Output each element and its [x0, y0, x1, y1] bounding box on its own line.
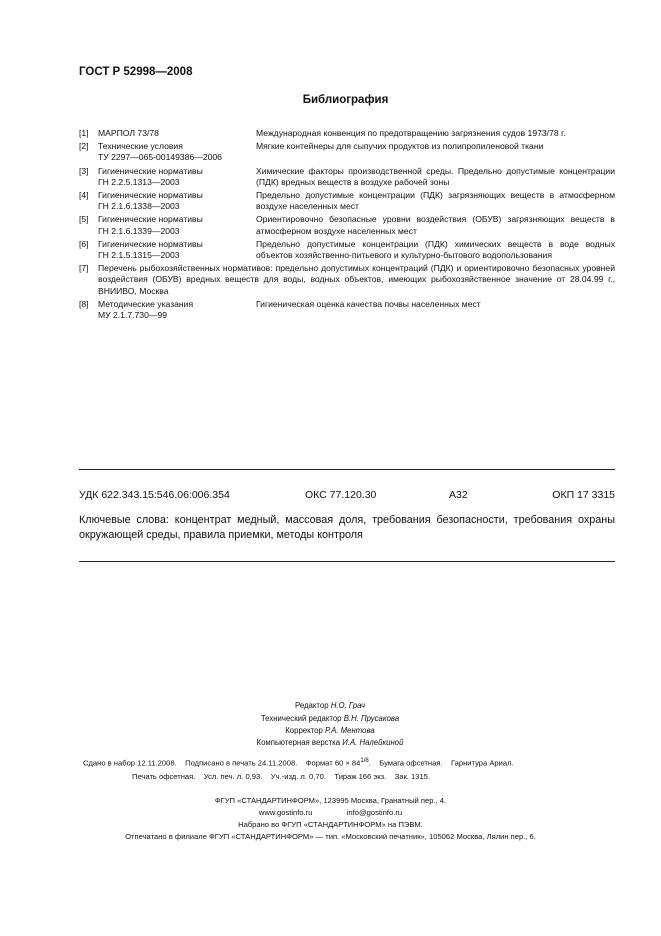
bibliography-item [79, 214, 615, 236]
credit-person: Н.О. Грач [330, 701, 366, 710]
imprint-dates: Сдано в набор 12.11.2008. Подписано в печать 24.11.2008. Формат 60 × 84 [83, 758, 361, 768]
item-title: Химические факторы производственной среды. Предельно допустимые концентрации (ПДК) вредных веществ в воздухе рабочей зоны [256, 165, 615, 187]
item-document: Технические условия ТУ 2297—065-00149386—2006 [98, 141, 222, 163]
publisher-address: ФГУП «СТАНДАРТИНФОРМ», 123995 Москва, Гранатный пер., 4. [214, 796, 447, 805]
divider-top [79, 469, 615, 470]
bibliography-list [79, 128, 615, 323]
credit-person: Р.А. Ментова [324, 726, 375, 735]
group-code: А32 [449, 489, 468, 501]
credit-person: В.Н. Прусакова [343, 714, 400, 723]
item-title: Предельно допустимые концентрации (ПДК) химических веществ в воде водных объектов хозяйственно-питьевого и культурно-бытового водопользования [256, 238, 615, 261]
item-title: Предельно допустимые концентрации (ПДК) загрязняющих веществ в атмосферном воздухе населенных мест [256, 190, 615, 212]
item-title: Ориентировочно безопасные уровни воздействия (ОБУВ) загрязняющих веществ в атмосферном воздухе населенных мест [256, 214, 615, 236]
bibliography-item [79, 128, 615, 139]
credit-role: Корректор [285, 726, 323, 735]
item-number: [8] [79, 298, 89, 309]
credit-person: И.А. Налейкиной [342, 738, 404, 747]
imprint-paper: . Бумага офсетная. Гарнитура Ариал. [368, 758, 514, 768]
publisher-website[interactable]: www.gostinfo.ru [258, 808, 313, 817]
classification-row [79, 489, 615, 503]
item-document: Методические указания МУ 2.1.7.730—99 [98, 298, 194, 321]
item-number: [1] [79, 128, 89, 138]
item-document: МАРПОЛ 73/78 [98, 128, 159, 138]
credit-tech-editor [180, 714, 480, 723]
item-number: [4] [79, 190, 89, 201]
bibliography-item [79, 299, 615, 321]
credit-role: Компьютерная верстка [256, 738, 341, 747]
item-number: [6] [79, 238, 89, 249]
typeset-note: Набрано во ФГУП «СТАНДАРТИНФОРМ» на ПЭВМ. [238, 820, 423, 829]
bibliography-item [79, 190, 615, 212]
keywords: Ключевые слова: концентрат медный, массовая доля, требования безопасности, требования охраны окружающей среды, правила приемки, методы контроля [79, 514, 615, 541]
format-fraction: 1/8 [360, 758, 369, 764]
publisher-contacts [0, 808, 661, 817]
credit-role: Технический редактор [260, 714, 342, 723]
credit-layout [180, 738, 480, 747]
credit-role: Редактор [294, 701, 329, 710]
bibliography-title: Библиография [302, 94, 389, 106]
item-document: Гигиенические нормативы ГН 2.1.5.1315—2003 [98, 238, 203, 261]
oks-code: ОКС 77.120.30 [305, 489, 377, 501]
item-title: Мягкие контейнеры для сыпучих продуктов из полипропиленовой ткани [256, 141, 544, 152]
udk-code: УДК 622.343.15:546.06:006.354 [79, 489, 230, 501]
printed-note: Отпечатано в филиале ФГУП «СТАНДАРТИНФОРМ» — тип. «Московский печатник», 105062 Москва, Лялин пер., 6. [125, 832, 536, 841]
bibliography-item [79, 263, 615, 297]
imprint-line-2: Печать офсетная. Усл. печ. л. 0,93. Уч.-изд. л. 0,70. Тираж 166 экз. Зак. 1315. [132, 772, 431, 781]
item-document: Гигиенические нормативы ГН 2.1.6.1338—2003 [98, 190, 203, 212]
standard-number: ГОСТ Р 52998—2008 [79, 66, 193, 78]
item-number: [5] [79, 214, 89, 225]
item-document: Гигиенические нормативы ГН 2.1.6.1339—2003 [98, 214, 203, 236]
bibliography-item [79, 166, 615, 188]
credit-editor [180, 701, 480, 710]
item-text: Перечень рыбохозяйственных нормативов: предельно допустимых концентраций (ПДК) и ориентировочно безопасных уровней воздействия (ОБУВ) вредных веществ для воды, водных объектов, имеющих рыбохозяйственное значение от 28.04.99 г., ВНИИВО, Москва [98, 263, 615, 296]
item-title: Международная конвенция по предотвращению загрязнения судов 1973/78 г. [256, 128, 566, 138]
bibliography-item [79, 239, 615, 261]
publisher-email[interactable]: info@gostinfo.ru [346, 808, 403, 817]
imprint-line-1 [83, 758, 514, 768]
item-document: Гигиенические нормативы ГН 2.2.5.1313—2003 [98, 165, 203, 187]
bibliography-item [79, 141, 615, 163]
credit-proofreader [180, 726, 480, 735]
divider-bottom [79, 561, 615, 562]
item-number: [3] [79, 165, 89, 176]
okp-code: ОКП 17 3315 [552, 489, 615, 501]
item-number: [7] [79, 263, 89, 274]
item-title: Гигиеническая оценка качества почвы населенных мест [256, 298, 481, 309]
item-number: [2] [79, 141, 89, 152]
